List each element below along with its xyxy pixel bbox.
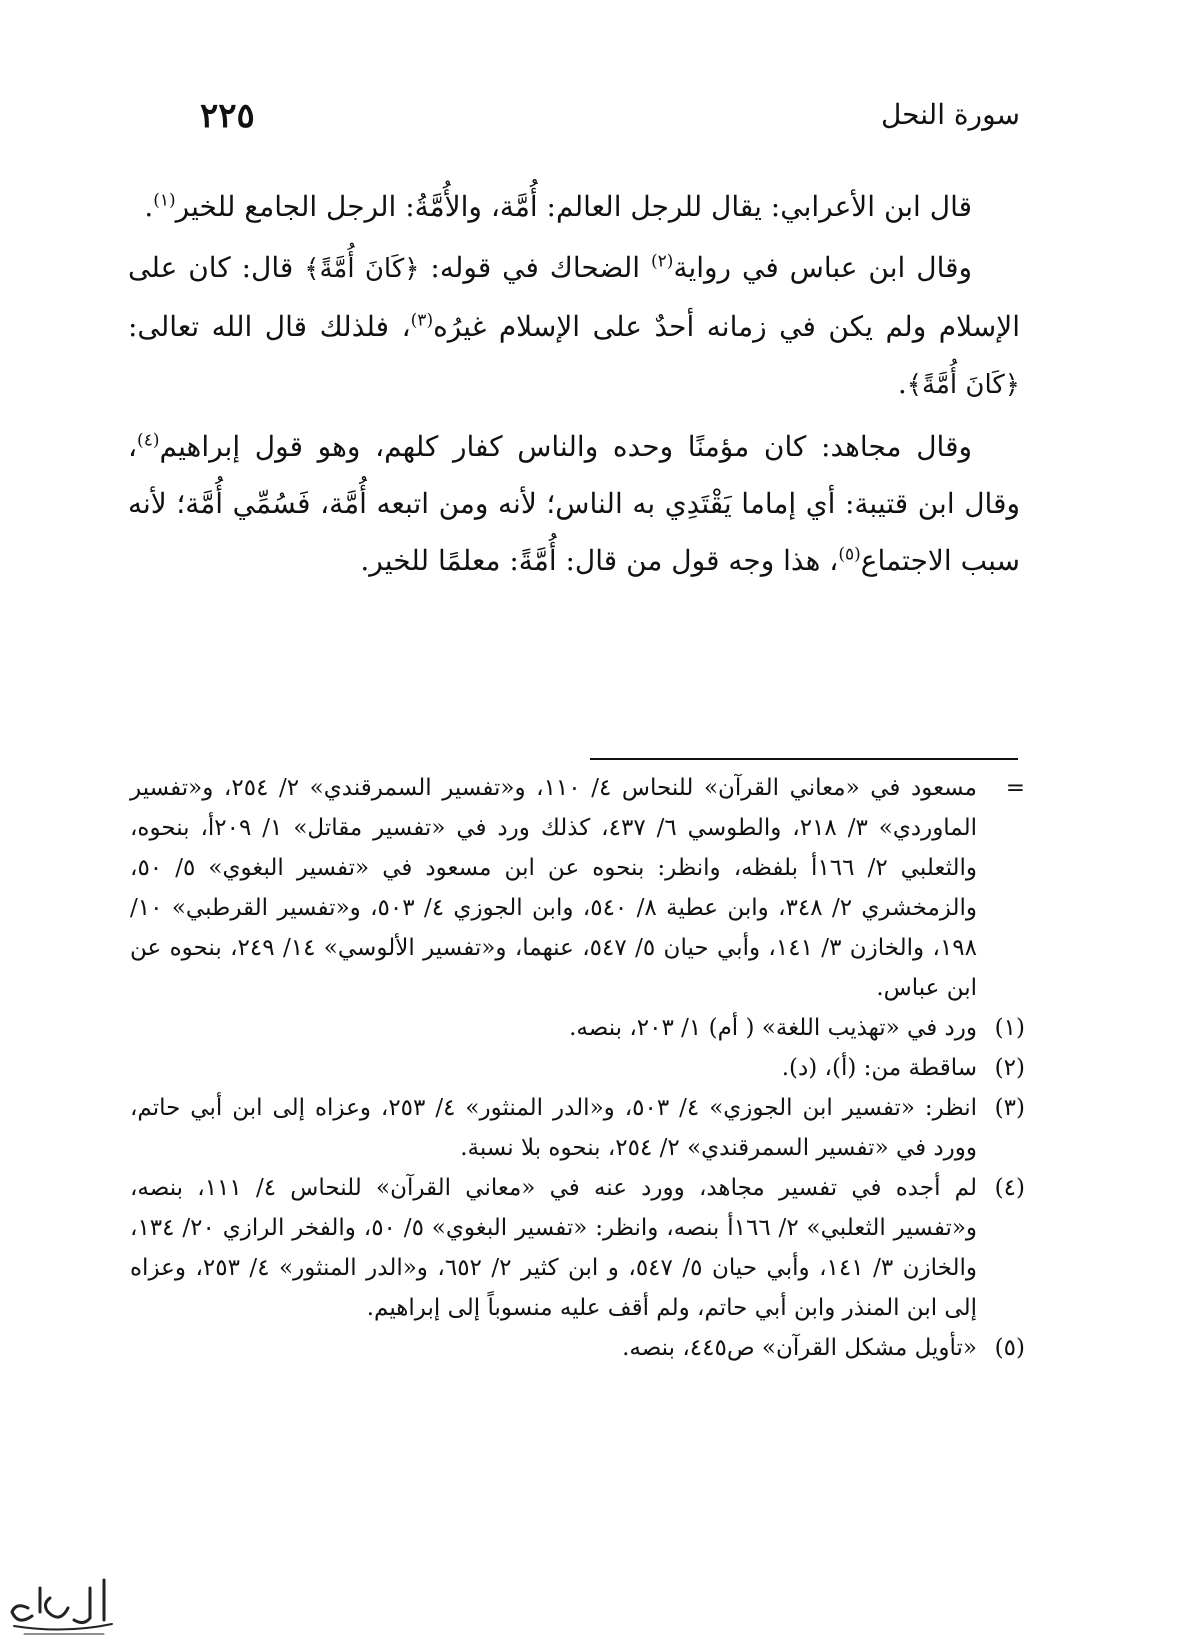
text-segment: قال ابن الأعرابي: يقال للرجل العالم: أُمَّة، والأُمَّةُ: الرجل الجامع للخير	[175, 190, 972, 223]
text-segment: ، فلذلك قال الله تعالى:	[128, 310, 411, 343]
paragraph-3	[128, 418, 1020, 589]
text-segment: قال: كان على الإسلام ولم يكن في زمانه أحدٌ على الإسلام غيرُه	[128, 251, 1021, 343]
footnote-text: انظر: «تفسير ابن الجوزي» ٤/ ٥٠٣، و«الدر المنثور» ٤/ ٢٥٣، وعزاه إلى ابن أبي حاتم، وورد في «تفسير السمرقندي» ٢/ ٢٥٤، بنحوه بلا نسبة.	[130, 1095, 978, 1161]
publisher-logo	[4, 1568, 122, 1644]
footnote-separator	[590, 758, 1018, 760]
footnote-mark: (٥)	[994, 1335, 1025, 1361]
paragraph-1: قال ابن الأعرابي: يقال للرجل العالم: أُمَّة، والأُمَّةُ: الرجل الجامع للخير$^{(١)}$.	[144, 190, 972, 223]
paragraph-2: وقال ابن عباس في رواية$^{(٢)}$ الضحاك في قوله: ﴿كَانَ أُمَّةً﴾ قال: كان على الإسلام ولم يكن في زمانه أحدٌ على الإسلام غيرُه$^{(٣)}$، فلذلك قال الله تعالى: ﴿كَانَ أُمَّةً﴾.	[128, 251, 1021, 400]
footnote-1	[130, 1008, 1025, 1048]
footnote-continued	[130, 768, 1025, 1008]
main-text	[128, 178, 1020, 589]
footnote-ref-4[interactable]: (٤)	[137, 430, 160, 451]
footnote-4	[130, 1168, 1025, 1328]
text-segment: الضحاك في قوله:	[430, 251, 641, 284]
page-number: ٢٢٥	[200, 96, 255, 136]
surah-title: سورة النحل	[880, 98, 1020, 131]
footnote-3	[130, 1088, 1025, 1168]
footnote-text: مسعود في «معاني القرآن» للنحاس ٤/ ١١٠، و«تفسير السمرقندي» ٢/ ٢٥٤، و«تفسير الماوردي» ٣/ ٢١٨، والطوسي ٦/ ٤٣٧، كذلك ورد في «تفسير مقاتل» ١/ ٢٠٩أ، بنحوه، والثعلبي ٢/ ١٦٦أ بلفظه، وانظر: بنحوه عن ابن مسعود في «تفسير البغوي» ٥/ ٥٠، والزمخشري ٢/ ٣٤٨، وابن عطية ٨/ ٥٤٠، وابن الجوزي ٤/ ٥٠٣، و«تفسير القرطبي» ١٠/ ١٩٨، والخازن ٣/ ١٤١، وأبي حيان ٥/ ٥٤٧، عنهما، و«تفسير الألوسي» ١٤/ ٢٤٩، بنحوه عن ابن عباس.	[130, 775, 978, 1001]
footnote-ref-3[interactable]: (٣)	[410, 310, 434, 331]
footnote-ref-2[interactable]: (٢)	[651, 251, 674, 272]
footnote-mark: (١)	[994, 1015, 1025, 1041]
text-segment: ، هذا وجه قول من قال: أُمَّةً: معلمًا للخير.	[360, 544, 839, 577]
text-segment: وقال ابن عباس في رواية	[673, 251, 973, 284]
footnote-text: «تأويل مشكل القرآن» ص٤٤٥، بنصه.	[622, 1335, 977, 1361]
calligraphy-stamp	[12, 1580, 112, 1634]
footnote-mark: (٤)	[994, 1175, 1025, 1201]
footnote-mark: (٢)	[994, 1055, 1025, 1081]
text-segment: ، وقال ابن قتيبة: أي إماما يَقْتَدِي به الناس؛ لأنه ومن اتبعه أُمَّة، فَسُمِّي أُمَّة؛ لأنه سبب الاجتماع	[128, 430, 1020, 577]
quran-quote: ﴿كَانَ أُمَّةً﴾	[304, 254, 420, 284]
footnote-ref-1[interactable]: (١)	[153, 190, 176, 211]
footnote-mark: (٣)	[994, 1095, 1025, 1121]
footnote-text: ورد في «تهذيب اللغة» ( أم) ١/ ٢٠٣، بنصه.	[569, 1015, 977, 1041]
footnote-5	[130, 1328, 1025, 1368]
footnote-text: لم أجده في تفسير مجاهد، وورد عنه في «معاني القرآن» للنحاس ٤/ ١١١، بنصه، و«تفسير الثعلبي» ٢/ ١٦٦أ بنصه، وانظر: «تفسير البغوي» ٥/ ٥٠، والفخر الرازي ٢٠/ ١٣٤، والخازن ٣/ ١٤١، وأبي حيان ٥/ ٥٤٧، و ابن كثير ٢/ ٦٥٢، و«الدر المنثور» ٤/ ٢٥٣، وعزاه إلى ابن المنذر وابن أبي حاتم، ولم أقف عليه منسوباً إلى إبراهيم.	[130, 1175, 978, 1321]
footnote-mark: =	[1005, 775, 1025, 801]
quran-quote: ﴿كَانَ أُمَّةً﴾	[906, 370, 1020, 400]
footnote-2	[130, 1048, 1025, 1088]
footnote-ref-5[interactable]: (٥)	[838, 544, 861, 565]
text-segment: وقال مجاهد: كان مؤمنًا وحده والناس كفار كلهم، وهو قول إبراهيم	[159, 430, 972, 463]
footnotes	[130, 768, 1025, 1368]
footnote-text: ساقطة من: (أ)، (د).	[781, 1055, 977, 1081]
